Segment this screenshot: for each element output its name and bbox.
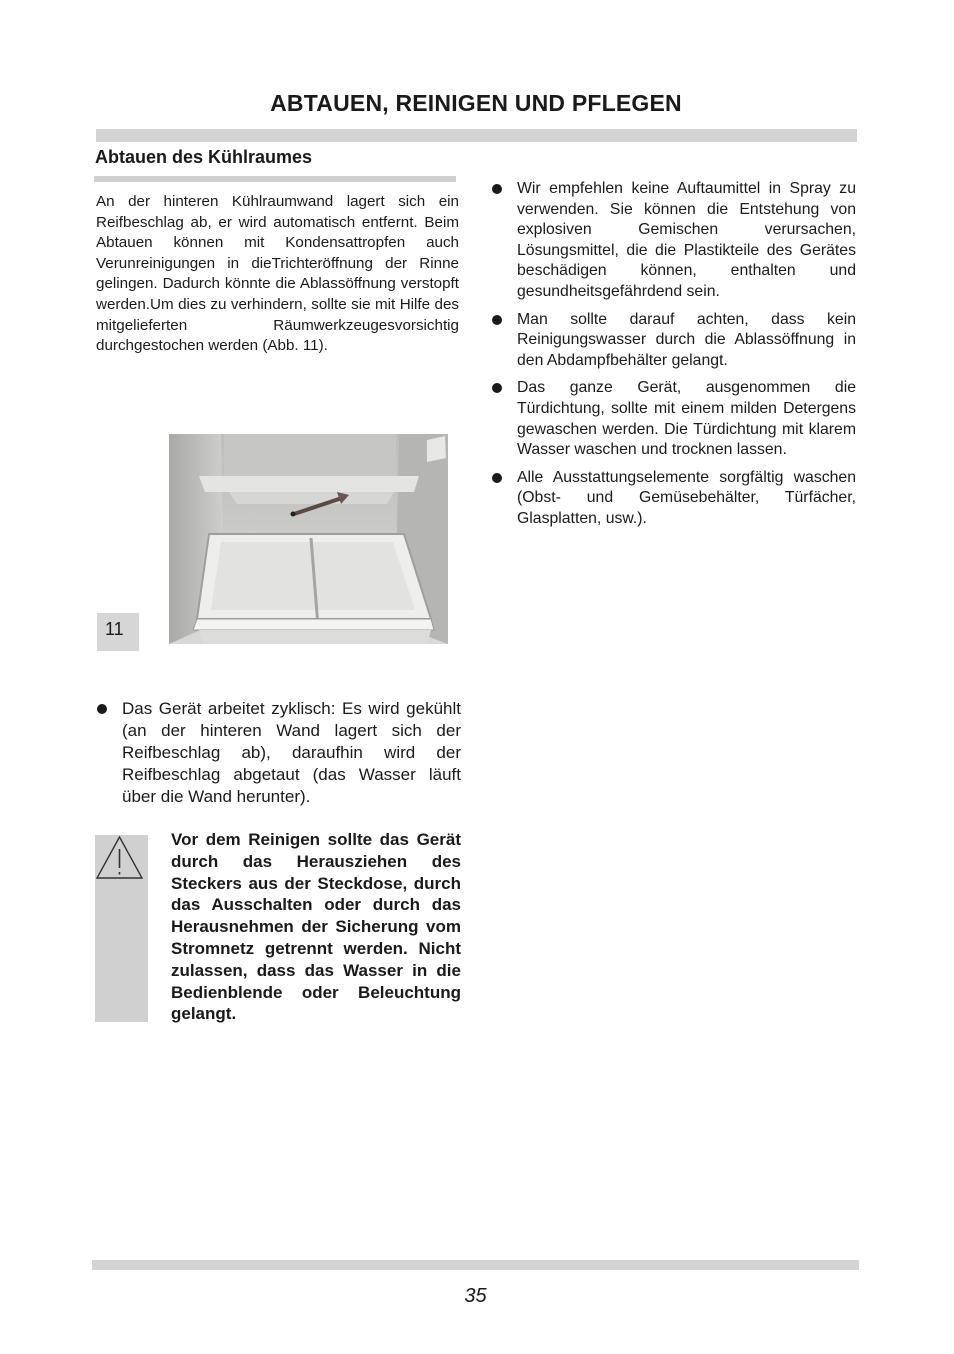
list-item: Man sollte darauf achten, dass kein Reinigungswasser durch die Ablassöffnung in den Abdampfbehälter gelangt. [491,310,856,372]
section-heading: Abtauen des Kühlraumes [95,147,313,167]
warning-triangle-icon [95,835,148,883]
warning-text: Vor dem Reinigen sollte das Gerät durch das Herausziehen des Steckers aus der Steckdose, durch das Ausschalten oder durch das Herausnehmen der Sicherung vom Stromnetz getrennt werden. Nicht zulassen, dass das Wasser in die Bedienblende oder Beleuchtung gelangt. [171,830,461,1024]
footer-divider [92,1260,859,1270]
page-number: 35 [464,1285,487,1307]
fridge-photo-drawing [169,434,448,644]
right-bullet-list [491,179,856,537]
intro-text: An der hinteren Kühlraumwand lagert sich ein Reifbeschlag ab, er wird automatisch entfernt. Beim Abtauen können mit Kondensattropfen auch Verunreinigungen in dieTrichteröffnung der Rinne gelingen. Dadurch könnte die Ablassöffnung verstopft werden.Um dies zu verhindern, sollte sie mit Hilfe des mitgelieferten Räumwerkzeugesvorsichtig durchgestochen werden (Abb. 11). [96,193,459,355]
list-item: Das ganze Gerät, ausgenommen die Türdichtung, sollte mit einem milden Detergens gewaschen werden. Die Türdichtung mit klarem Wasser waschen und trocknen lassen. [491,378,856,460]
warning-sidebar [95,835,148,1022]
page-title: ABTAUEN, REINIGEN UND PFLEGEN [270,90,682,116]
list-item: Wir empfehlen keine Auftaumittel in Spray zu verwenden. Sie können die Entstehung von explosiven Gemischen verursachen, Lösungsmittel, die die Plastikteile des Gerätes beschädigen können, enthalten und gesundheitsgefährdend sein. [491,179,856,303]
left-bullet-list [96,698,461,808]
fridge-interior-photo-icon [169,434,448,644]
intro-paragraph [96,192,459,357]
figure-label: 11 [97,613,139,651]
list-item: Das Gerät arbeitet zyklisch: Es wird gekühlt (an der hinteren Wand lagert sich der Reifbeschlag ab), daraufhin wird der Reifbeschlag abgetaut (das Wasser läuft über die Wand herunter). [96,698,461,808]
section-divider [94,176,456,182]
warning-notice [171,829,461,1025]
title-divider [96,129,857,142]
list-item: Alle Ausstattungselemente sorgfältig waschen (Obst- und Gemüsebehälter, Türfächer, Glasplatten, usw.). [491,468,856,530]
